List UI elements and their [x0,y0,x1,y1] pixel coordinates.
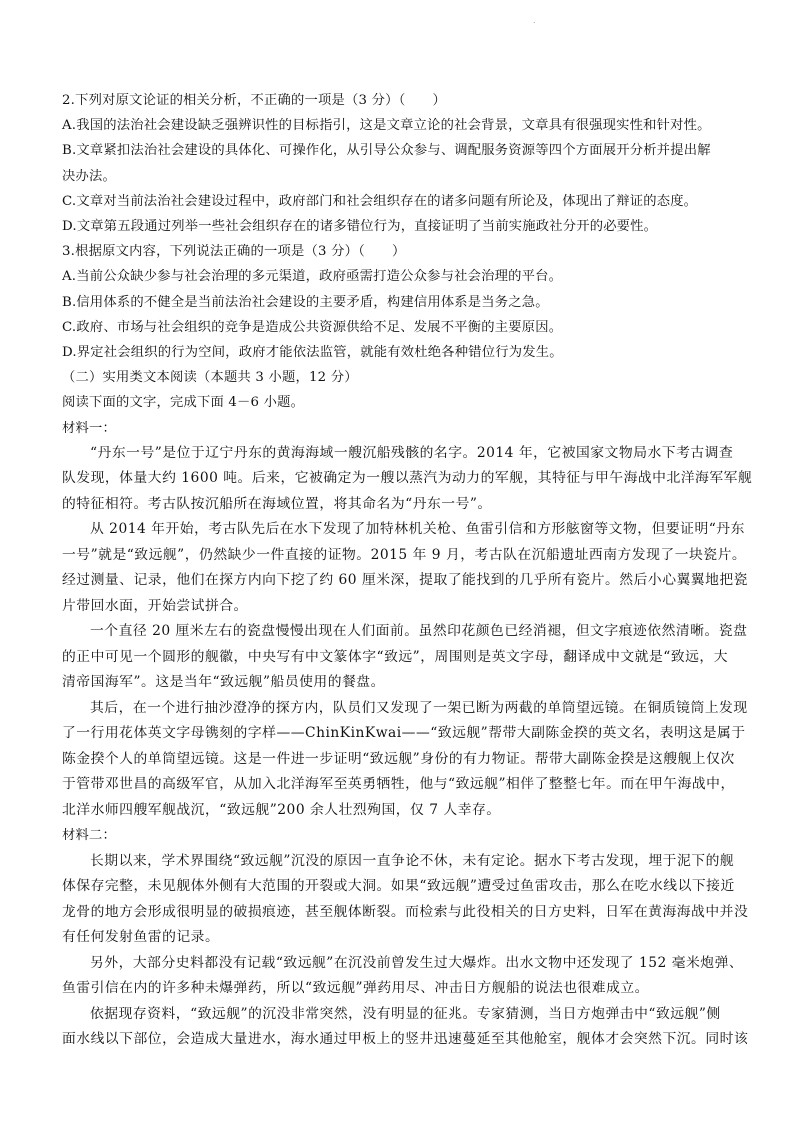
text-line: “丹东一号”是位于辽宁丹东的黄海海域一艘沉船残骸的名字。2014 年，它被国家文物局水下考古调查 [90,444,734,461]
text-line: 了一行用花体英文字母镌刻的字样——ChinKinKwai——“致远舰”帮带大副陈金揆的英文名，表明这是属于 [62,725,746,742]
text-line: 陈金揆个人的单筒望远镜。这是一件进一步证明“致远舰”身份的有力物证。帮带大副陈金揆是这艘舰上仅次 [62,750,735,767]
text-line: 于管带邓世昌的高级军官，从加入北洋海军至英勇牺牲，他与“致远舰”相伴了整整七年。而在甲午海战中， [62,776,735,793]
text-line: 决办法。 [62,168,116,184]
text-line: 材料一： [62,420,116,436]
text-line: 北洋水师四艘军舰战沉，“致远舰”200 余人壮烈殉国，仅 7 人幸存。 [62,801,501,818]
document-body [62,88,753,1053]
text-line: 其后，在一个进行抽沙澄净的探方内，队员们又发现了一架已断为两截的单筒望远镜。在铜质镜筒上发现 [90,699,748,716]
text-line: 材料二： [62,828,116,844]
text-line: A.当前公众缺少参与社会治理的多元渠道，政府亟需打造公众参与社会治理的平台。 [62,269,563,285]
text-line: 从 2014 年开始，考古队先后在水下发现了加特林机关枪、鱼雷引信和方形舷窗等文物，但要证明“丹东 [90,521,745,538]
text-line: D.界定社会组织的行为空间，政府才能依法监管，就能有效杜绝各种错位行为发生。 [62,345,563,361]
text-line: 清帝国海军”。这是当年“致远舰”船员使用的餐盘。 [62,674,385,691]
text-line: 面水线以下部位，会造成大量进水，海水通过甲板上的竖井迅速蔓延至其他舱室，舰体才会突然下沉。同时该 [62,1031,749,1048]
text-line: （二）实用类文本阅读（本题共 3 小题，12 分） [62,370,358,386]
text-line: 队发现，体量大约 1600 吨。后来，它被确定为一艘以蒸汽为动力的军舰，其特征与甲午海战中北洋海军军舰 [62,470,753,487]
text-line: 阅读下面的文字，完成下面 4－6 小题。 [62,395,305,411]
text-line: C.文章对当前法治社会建设过程中，政府部门和社会组织存在的诸多问题有所论及，体现出了辩证的态度。 [62,193,698,209]
text-line: 体保存完整，未见舰体外侧有大范围的开裂或大洞。如果“致远舰”遭受过鱼雷攻击，那么在吃水线以下接近 [62,878,735,895]
text-line: 鱼雷引信在内的许多种未爆弹药，所以“致远舰”弹药用尽、冲击日方舰船的说法也很难成立。 [62,980,649,997]
text-line: 经过测量、记录，他们在探方内向下挖了约 60 厘米深，提取了能找到的几乎所有瓷片。然后小心翼翼地把瓷 [62,572,748,589]
text-line: 长期以来，学术界围绕“致远舰”沉没的原因一直争论不休，未有定论。据水下考古发现，埋于泥下的舰 [90,852,735,869]
text-line: B.文章紧扣法治社会建设的具体化、可操作化，从引导公众参与、调配服务资源等四个方面展开分析并提出解 [62,143,711,159]
text-line: D.文章第五段通过列举一些社会组织存在的诸多错位行为，直接证明了当前实施政社分开的必要性。 [62,219,658,235]
text-line: B.信用体系的不健全是当前法治社会建设的主要矛盾，构建信用体系是当务之急。 [62,294,549,310]
text-line: 龙骨的地方会形成很明显的破损痕迹，甚至舰体断裂。而检索与此役相关的日方史料，日军在黄海海战中并没 [62,903,749,920]
text-line: 依据现存资料，“致远舰”的沉没非常突然，没有明显的征兆。专家猜测，当日方炮弹击中“致远舰”侧 [90,1005,721,1022]
text-line: 片带回水面，开始尝试拼合。 [62,597,248,614]
text-line: 有任何发射鱼雷的记录。 [62,929,220,946]
text-line: 的正中可见一个圆形的舰徽，中央写有中文篆体字“致远”，周围则是英文字母，翻译成中文就是“致远，大 [62,648,729,665]
text-line: C.政府、市场与社会组织的竞争是造成公共资源供给不足、发展不平衡的主要原因。 [62,319,563,335]
text-line: 2.下列对原文论证的相关分析，不正确的一项是（3 分）（ ） [62,93,446,108]
text-line: 3.根据原文内容，下列说法正确的一项是（3 分）（ ） [62,244,406,260]
text-line: 另外，大部分史料都没有记载“致远舰”在沉没前曾发生过大爆炸。出水文物中还发现了 152 毫米炮弹、 [90,954,744,971]
text-line: A.我国的法治社会建设缺乏强辨识性的目标指引，这是文章立论的社会背景，文章具有很强现实性和针对性。 [62,118,711,134]
header-mark: . [533,16,536,25]
text-line: 一个直径 20 厘米左右的瓷盘慢慢出现在人们面前。虽然印花颜色已经消褪，但文字痕迹依然清晰。瓷盘 [90,623,748,640]
text-line: 的特征相符。考古队按沉船所在海域位置，将其命名为“丹东一号”。 [62,495,492,512]
text-line: 一号”就是“致远舰”，仍然缺少一件直接的证物。2015 年 9 月，考古队在沉船遗址西南方发现了一块瓷片。 [62,546,747,563]
